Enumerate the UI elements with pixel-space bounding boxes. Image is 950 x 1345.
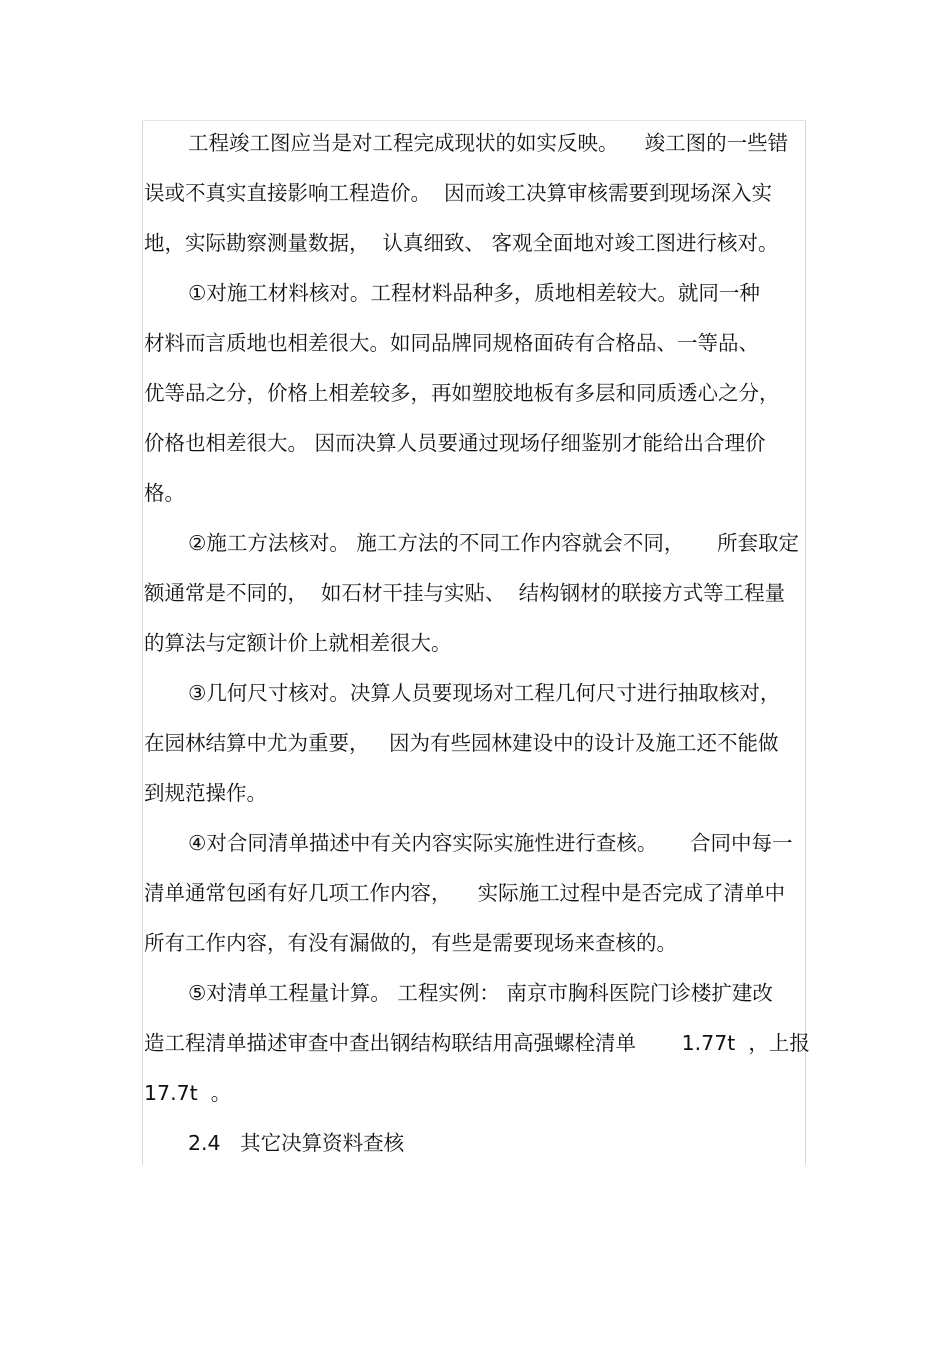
paragraph-item-5 [144, 968, 810, 1118]
text-line: 地，实际勘察测量数据， 认真细致、 客观全面地对竣工图进行核对。 [144, 231, 779, 255]
text-line: 在园林结算中尤为重要， 因为有些园林建设中的设计及施工还不能做 [144, 731, 779, 755]
text-line: 17.7t 。 [144, 1081, 232, 1105]
paragraph-item-1 [144, 268, 804, 518]
paragraph-intro [144, 118, 804, 268]
paragraph-item-2 [144, 518, 804, 668]
section-heading: 2.4 其它决算资料查核 [188, 1131, 405, 1155]
text-line: 到规范操作。 [144, 781, 267, 805]
text-line: 材料而言质地也相差很大。如同品牌同规格面砖有合格品、一等品、 [144, 331, 759, 355]
text-line: ①对施工材料核对。工程材料品种多，质地相差较大。就同一种 [188, 281, 760, 305]
text-line: ③几何尺寸核对。决算人员要现场对工程几何尺寸进行抽取核对， [188, 681, 781, 705]
text-line: ②施工方法核对。 施工方法的不同工作内容就会不同， 所套取定 [188, 531, 799, 555]
text-line: 清单通常包函有好几项工作内容， 实际施工过程中是否完成了清单中 [144, 881, 786, 905]
text-line: 格。 [144, 481, 185, 505]
paragraph-item-3 [144, 668, 804, 818]
text-line: ④对合同清单描述中有关内容实际实施性进行查核。 合同中每一 [188, 831, 793, 855]
document-body [144, 118, 810, 1168]
text-line: 误或不真实直接影响工程造价。 因而竣工决算审核需要到现场深入实 [144, 181, 773, 205]
text-line: 工程竣工图应当是对工程完成现状的如实反映。 竣工图的一些错 [188, 131, 789, 155]
paragraph-item-4 [144, 818, 804, 968]
text-line: 额通常是不同的， 如石材干挂与实贴、 结构钢材的联接方式等工程量 [144, 581, 786, 605]
text-line: ⑤对清单工程量计算。 工程实例： 南京市胸科医院门诊楼扩建改 [188, 981, 773, 1005]
text-line: 造工程清单描述审查中查出钢结构联结用高强螺栓清单 1.77t ，上报 [144, 1031, 810, 1055]
text-line: 优等品之分，价格上相差较多，再如塑胶地板有多层和同质透心之分， [144, 381, 780, 405]
text-line: 的算法与定额计价上就相差很大。 [144, 631, 452, 655]
text-line: 所有工作内容，有没有漏做的，有些是需要现场来查核的。 [144, 931, 677, 955]
text-line: 价格也相差很大。 因而决算人员要通过现场仔细鉴别才能给出合理价 [144, 431, 766, 455]
